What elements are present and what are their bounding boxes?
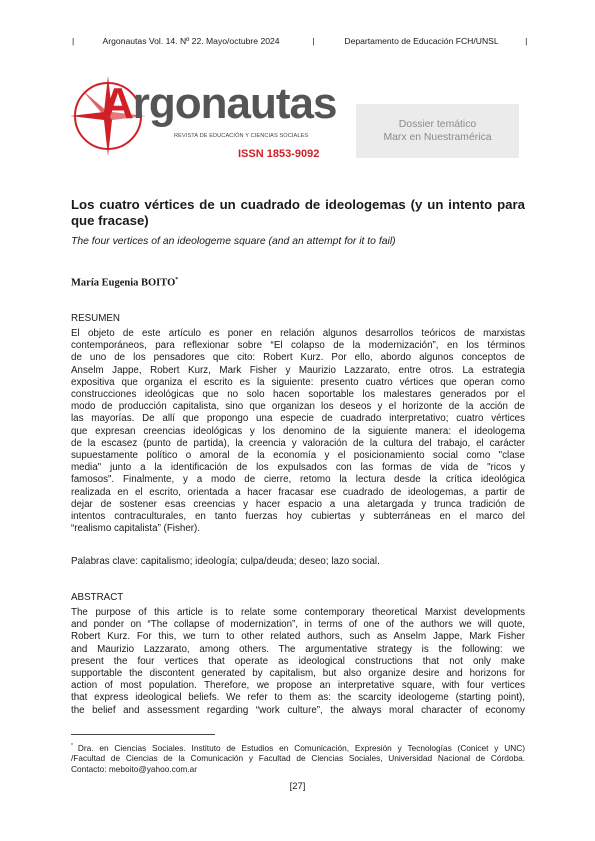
footnote-text: /Facultad de Ciencias de la Comunicación y Facultad de Ciencias Sociales, Universidad Nacional de Córdoba.	[71, 753, 525, 764]
logo-wordmark: Argonautas	[102, 79, 337, 128]
author-footnote-mark: *	[175, 277, 179, 283]
header-separator-right: |	[525, 36, 528, 46]
text-line: de la escasez (punto de partida), la creencia y valoración de la cultura del trabajo, el carácter	[71, 437, 525, 449]
footnote-mark: *	[71, 743, 78, 749]
text-line: present the four vertices that operate as ideological constructions that not only make	[71, 655, 525, 667]
page-number: [27]	[289, 781, 306, 792]
logo-issn: ISSN 1853-9092	[238, 148, 320, 160]
resumen-body	[71, 328, 525, 535]
header-department: Departamento de Educación FCH/UNSL	[344, 36, 499, 46]
text-line: contemporáneos, para reflexionar sobre “El colapso de la modernización”, en los términos	[71, 340, 525, 352]
text-line: that express ideological beliefs. We refer to them as: the scarcity ideologeme (starting point),	[71, 692, 525, 704]
article-title: Los cuatro vértices de un cuadrado de ideologemas (y un intento para que fracase)	[71, 197, 525, 228]
dossier-box	[356, 104, 519, 158]
text-line: intentos contraculturales, en tanto fuerzas hoy cubiertas y subterráneas en el marco del	[71, 511, 525, 523]
article-subtitle: The four vertices of an ideologeme square (and an attempt for it to fail)	[71, 236, 396, 247]
abstract-heading: ABSTRACT	[71, 592, 124, 603]
text-line: and ponder on “The collapse of modernization”, in terms of one of the authors we will quote,	[71, 619, 525, 631]
text-line: “realismo capitalista” (Fisher).	[71, 523, 201, 535]
text-line: dejar de sostener esas creencias y hacer espacio a una aletargada y trunca tradición de	[71, 498, 525, 510]
logo-subtitle: REVISTA DE EDUCACIÓN Y CIENCIAS SOCIALES	[174, 133, 309, 139]
text-line: expositiva que organiza el escrito es la siguiente: presento cuatro vértices que operan como	[71, 376, 525, 388]
footnote-line	[71, 753, 525, 763]
text-line: Anselm Jappe, Robert Kurz, Mark Fisher y Maurizio Lazzarato, entre otros. La estrategia	[71, 364, 525, 376]
text-line: de uno de los pensadores que cito: Robert Kurz. Por ello, abordo algunos conceptos de	[71, 352, 525, 364]
abstract-body	[71, 607, 525, 717]
footnote-rule	[71, 734, 215, 735]
footnote-text: Dra. en Ciencias Sociales. Instituto de Estudios en Comunicación, Expresión y Tecnologías (Conicet y UNC)	[77, 742, 525, 753]
journal-logo	[68, 72, 348, 172]
header-separator-left: |	[72, 36, 75, 46]
footnote	[71, 741, 525, 774]
text-line: El objeto de este artículo es poner en relación algunos desarrollos teóricos de marxistas	[71, 328, 525, 339]
footnote-text: Contacto: meboito@yahoo.com.ar	[71, 763, 198, 774]
footnote-line	[71, 764, 525, 774]
text-line: media" junto a la identificación de los expulsados con las formas de vida de "ricos y	[71, 462, 525, 474]
text-line: Robert Kurz. For this, we turn to other related authors, such as Anselm Jappe, Mark Fisher	[71, 631, 525, 643]
header-journal: Argonautas Vol. 14. Nº 22. Mayo/octubre 2024	[102, 36, 280, 46]
keywords: Palabras clave: capitalismo; ideología; culpa/deuda; deseo; lazo social.	[71, 556, 380, 567]
text-line: que expresan creencias ideológicas y los denomino de la siguiente manera: el ideologema	[71, 425, 525, 437]
footnote-line	[71, 741, 525, 753]
article-author: María Eugenia BOITO*	[71, 277, 179, 289]
text-line: and Maurizio Lazzarato, among others. The argumentative strategy is the following: we	[71, 643, 525, 655]
running-header	[72, 36, 527, 46]
text-line: modo de producción capitalista, sino que organizan los deseos y el horizonte de la acción de	[71, 401, 525, 413]
resumen-heading: RESUMEN	[71, 313, 120, 324]
dossier-line-1: Dossier temático	[398, 119, 477, 130]
text-line: famosos". Finalmente, y a modo de cierre, retomo la lectura desde la crítica ideológica	[71, 474, 525, 486]
text-line: construcciones ideológicas que no solo hacen soportable los malestares generados por el	[71, 389, 525, 401]
text-line: The purpose of this article is to relate some contemporary theoretical Marxist developments	[71, 607, 525, 618]
text-line: supuestamente político o amoral de la economía y el posicionamiento social como "clase	[71, 450, 525, 462]
text-line: realizada en el escrito, orientada a hacer fracasar ese cuadrado de ideologemas, a partir de	[71, 486, 525, 498]
header-separator-middle: |	[312, 36, 315, 46]
text-line: las mayorías. De allí que propongo una especie de cuadrado interpretativo; cuatro vértices	[71, 413, 525, 425]
text-line: the belief and assessment regarding “work culture”, the always moral character of economy	[71, 704, 525, 716]
text-line: supportable the discontent generated by capitalism, but also organize desire and horizons for	[71, 668, 525, 680]
dossier-line-2: Marx en Nuestramérica	[383, 132, 492, 143]
text-line: action of most population. Therefore, we propose an interpretative square, with four vertices	[71, 680, 525, 692]
